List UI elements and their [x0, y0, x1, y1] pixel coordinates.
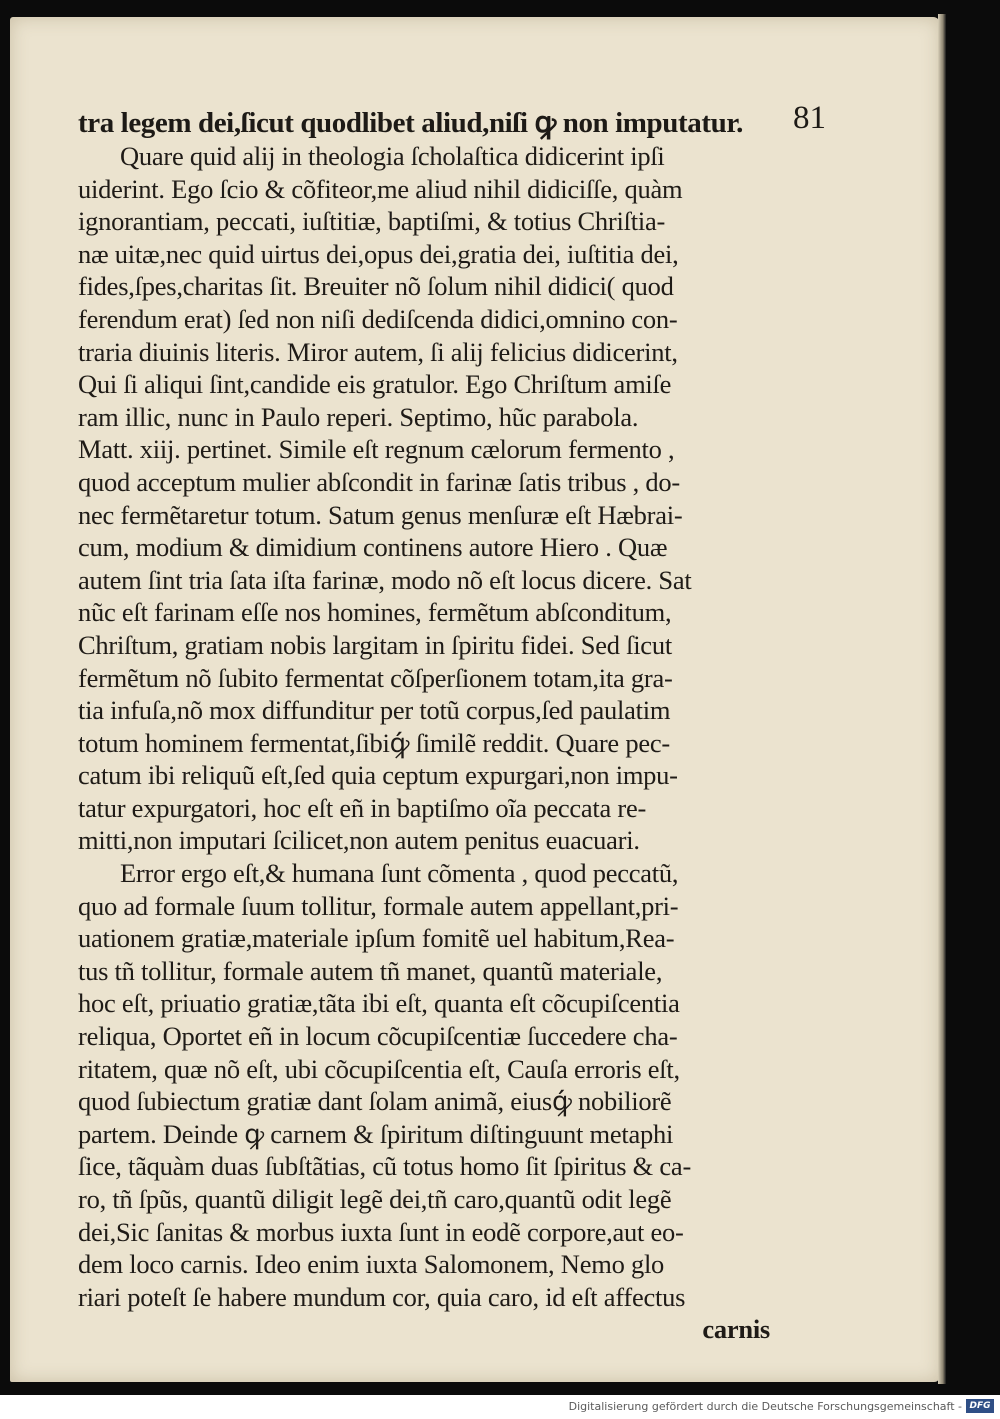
text-line: ritatem, quæ nõ eſt, ubi cõcupiſcentia eſt, Cauſa erroris eſt,	[78, 1053, 680, 1084]
page-edge	[938, 14, 946, 1384]
text-line: catum ibi reliquũ eſt,ſed quia ceptum expurgari,non impu-	[78, 760, 678, 791]
text-line: totum hominem fermentat,ſibiꝙ́ ſimilẽ reddit. Quare pec-	[78, 727, 670, 758]
text-line: ro, tñ ſpũs, quantũ diligit legẽ dei,tñ caro,quantũ odit legẽ	[78, 1184, 672, 1214]
text-line: traria diuinis literis. Miror autem, ſi alij felicius didicerint,	[78, 336, 678, 367]
text-line: ignorantiam, peccati, iuſtitiæ, baptiſmi, & totius Chriſtia-	[78, 206, 666, 237]
text-line: riari poteſt ſe habere mundum cor, quia caro, id eſt affectus	[78, 1281, 686, 1312]
text-line: uiderint. Ego ſcio & cõfiteor,me aliud nihil didiciſſe, quàm	[78, 173, 683, 204]
text-line: tus tñ tollitur, formale autem tñ manet, quantũ materiale,	[78, 955, 663, 986]
text-line: Quare quid alij in theologia ſcholaſtica didicerint ipſi	[120, 141, 665, 171]
text-line: næ uitæ,nec quid uirtus dei,opus dei,gratia dei, iuſtitia dei,	[78, 238, 679, 269]
catchword: carnis	[702, 1314, 770, 1345]
text-line: mitti,non imputari ſcilicet,non autem penitus euacuari.	[78, 825, 640, 856]
footer-strip	[0, 1395, 1000, 1419]
text-line: hoc eſt, priuatio gratiæ,tãta ibi eſt, quanta eſt cõcupiſcentia	[78, 988, 680, 1019]
text-line: ram illic, nunc in Paulo reperi. Septimo, hũc parabola.	[78, 401, 639, 432]
text-line: uationem gratiæ,materiale ipſum fomitẽ uel habitum,Rea-	[78, 923, 675, 954]
text-line: reliqua, Oportet eñ in locum cõcupiſcentiæ ſuccedere cha-	[78, 1021, 678, 1052]
dfg-logo: DFG	[966, 1399, 994, 1413]
text-block	[78, 140, 798, 1346]
text-line: nec fermẽtaretur totum. Satum genus menſuræ eſt Hæbrai-	[78, 499, 683, 530]
text-line: tatur expurgatori, hoc eſt eñ in baptiſmo oĩa peccata re-	[78, 792, 647, 823]
text-line: tia infuſa,nõ mox diffunditur per totũ corpus,ſed paulatim	[78, 695, 671, 726]
text-line: cum, modium & dimidium continens autore Hiero . Quæ	[78, 532, 668, 563]
text-line: Chriſtum, gratiam nobis largitam in ſpiritu fidei. Sed ſicut	[78, 629, 672, 660]
text-line: Matt. xiij. pertinet. Simile eſt regnum cælorum fermento ,	[78, 434, 675, 465]
text-line: Qui ſi aliqui ſint,candide eis gratulor. Ego Chriſtum amiſe	[78, 369, 672, 400]
text-line: ferendum erat) ſed non niſi dediſcenda didici,omnino con-	[78, 303, 678, 334]
folio-number: 81	[793, 100, 826, 136]
text-line: ſice, tãquàm duas ſubſtãtias, cũ totus homo ſit ſpiritus & ca-	[78, 1151, 692, 1182]
running-head: tra legem dei,ſicut quodlibet aliud,niſi ꝙ non imputatur.	[78, 107, 744, 139]
text-line: autem ſint tria ſata iſta farinæ, modo nõ eſt locus dicere. Sat	[78, 564, 692, 595]
text-line: fides,ſpes,charitas ſit. Breuiter nõ ſolum nihil didici( quod	[78, 271, 674, 302]
text-line: dem loco carnis. Ideo enim iuxta Salomonem, Nemo glo	[78, 1249, 665, 1280]
text-line: Error ergo eſt,& humana ſunt cõmenta , quod peccatũ,	[120, 858, 679, 889]
text-line: dei,Sic ſanitas & morbus iuxta ſunt in eodẽ corpore,aut eo-	[78, 1216, 684, 1247]
digitization-credit: Digitalisierung gefördert durch die Deutsche Forschungsgemeinschaft -	[568, 1400, 962, 1413]
text-line: nũc eſt farinam eſſe nos homines, fermẽtum abſconditum,	[78, 597, 672, 628]
text-line: fermẽtum nõ ſubito fermentat cõſperſionem totam,ita gra-	[78, 662, 673, 693]
text-line: quo ad formale ſuum tollitur, formale autem appellant,pri-	[78, 890, 679, 921]
text-line: quod acceptum mulier abſcondit in farinæ ſatis tribus , do-	[78, 466, 680, 497]
text-line: partem. Deinde ꝙ carnem & ſpiritum diſtinguunt metaphi	[78, 1118, 674, 1149]
text-line: quod ſubiectum gratiæ dant ſolam animã, eiusꝙ́ nobiliorẽ	[78, 1086, 672, 1117]
